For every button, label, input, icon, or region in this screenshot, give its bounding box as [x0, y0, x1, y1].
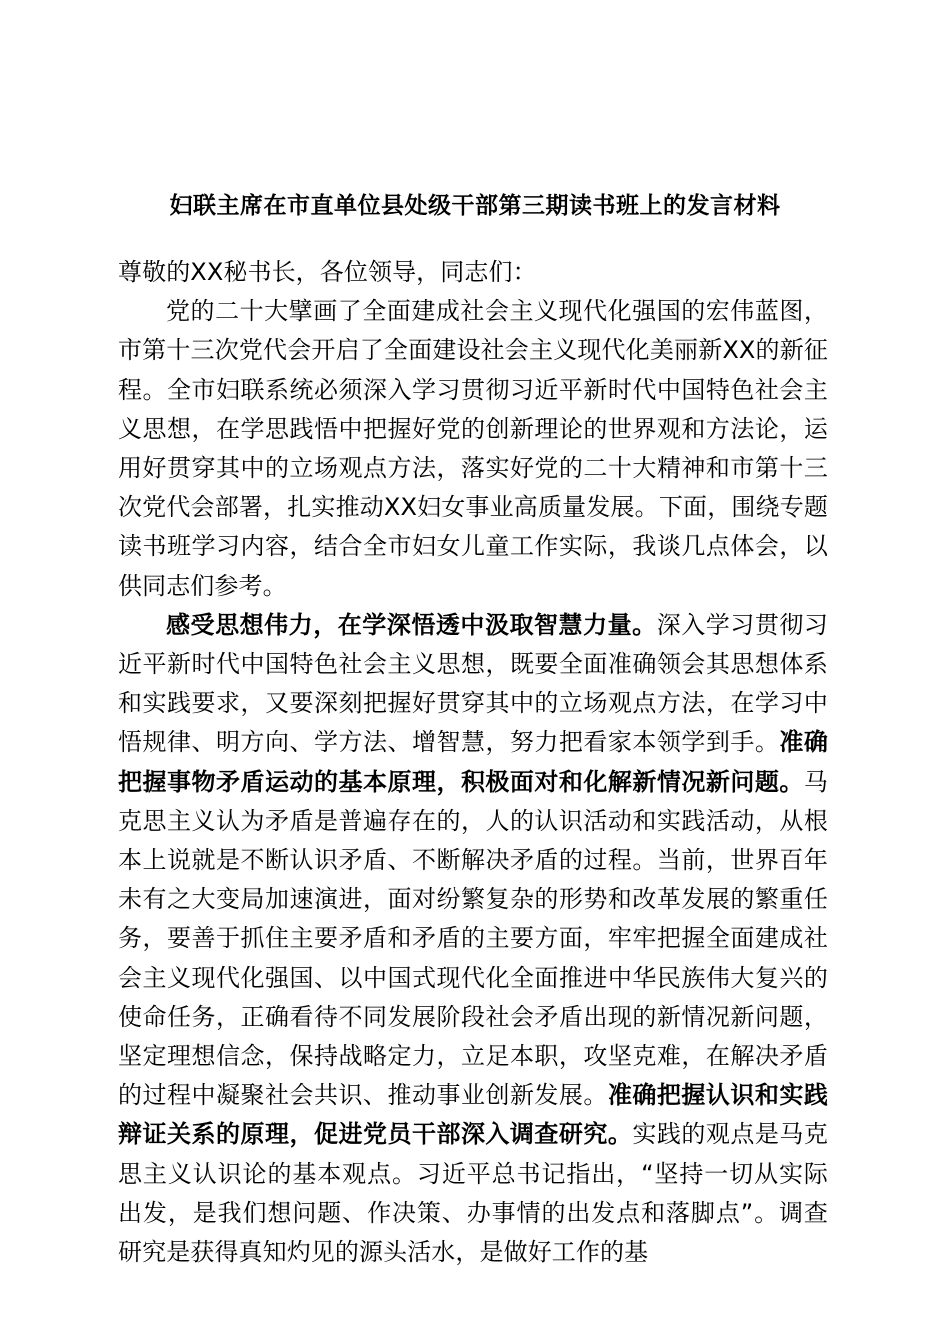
subheading-contradiction: 准确把握事物矛盾运动的基本原理，积极面对和化解新情况新问题。 [118, 728, 829, 796]
salutation: 尊敬的XX秘书长，各位领导，同志们： [118, 258, 537, 286]
contradiction-text: 马克思主义认为矛盾是普遍存在的，人的认识活动和实践活动，从根本上说就是不断认识矛盾、不断解决矛盾的过程。当前，世界百年未有之大变局加速演进，面对纷繁复杂的形势和改革发展的繁重任务，要善于抓住主要矛盾和矛盾的主要方面，牢牢把握全面建成社会主义现代化强国、以中国式现代化全面推进中华民族伟大复兴的使命任务，正确看待不同发展阶段社会矛盾出现的新情况新问题，坚定理想信念，保持战略定力，立足本职，攻坚克难，在解决矛盾的过程中凝聚社会共识、推动事业创新发展。 [118, 767, 828, 1110]
paragraph-intro: 党的二十大擘画了全面建成社会主义现代化强国的宏伟蓝图，市第十三次党代会开启了全面建设社会主义现代化美丽新XX的新征程。全市妇联系统必须深入学习贯彻习近平新时代中国特色社会主义思想，在学思践悟中把握好党的创新理论的世界观和方法论，运用好贯穿其中的立场观点方法，落实好党的二十大精神和市第十三次党代会部署，扎实推动XX妇女事业高质量发展。下面，围绕专题读书班学习内容，结合全市妇女儿童工作实际，我谈几点体会，以供同志们参考。 [118, 297, 828, 600]
paragraph-section-1 [118, 606, 828, 1272]
practice-text: 实践的观点是马克思主义认识论的基本观点。习近平总书记指出，“坚持一切从实际出发，是我们想问题、作决策、办事情的出发点和落脚点”。调查研究是获得真知灼见的源头活水，是做好工作的基 [118, 1120, 828, 1267]
section-text: 深入学习贯彻习近平新时代中国特色社会主义思想，既要全面准确领会其思想体系和实践要求，又要深刻把握好贯穿其中的立场观点方法，在学习中悟规律、明方向、学方法、增智慧，努力把看家本领学到手。 [118, 610, 829, 757]
document-title: 妇联主席在市直单位县处级干部第三期读书班上的发言材料 [169, 193, 781, 219]
section-heading: 感受思想伟力，在学深悟透中汲取智慧力量。 [166, 610, 657, 639]
subheading-practice: 准确把握认识和实践辩证关系的原理，促进党员干部深入调查研究。 [118, 1081, 829, 1149]
document-body [118, 253, 828, 1272]
